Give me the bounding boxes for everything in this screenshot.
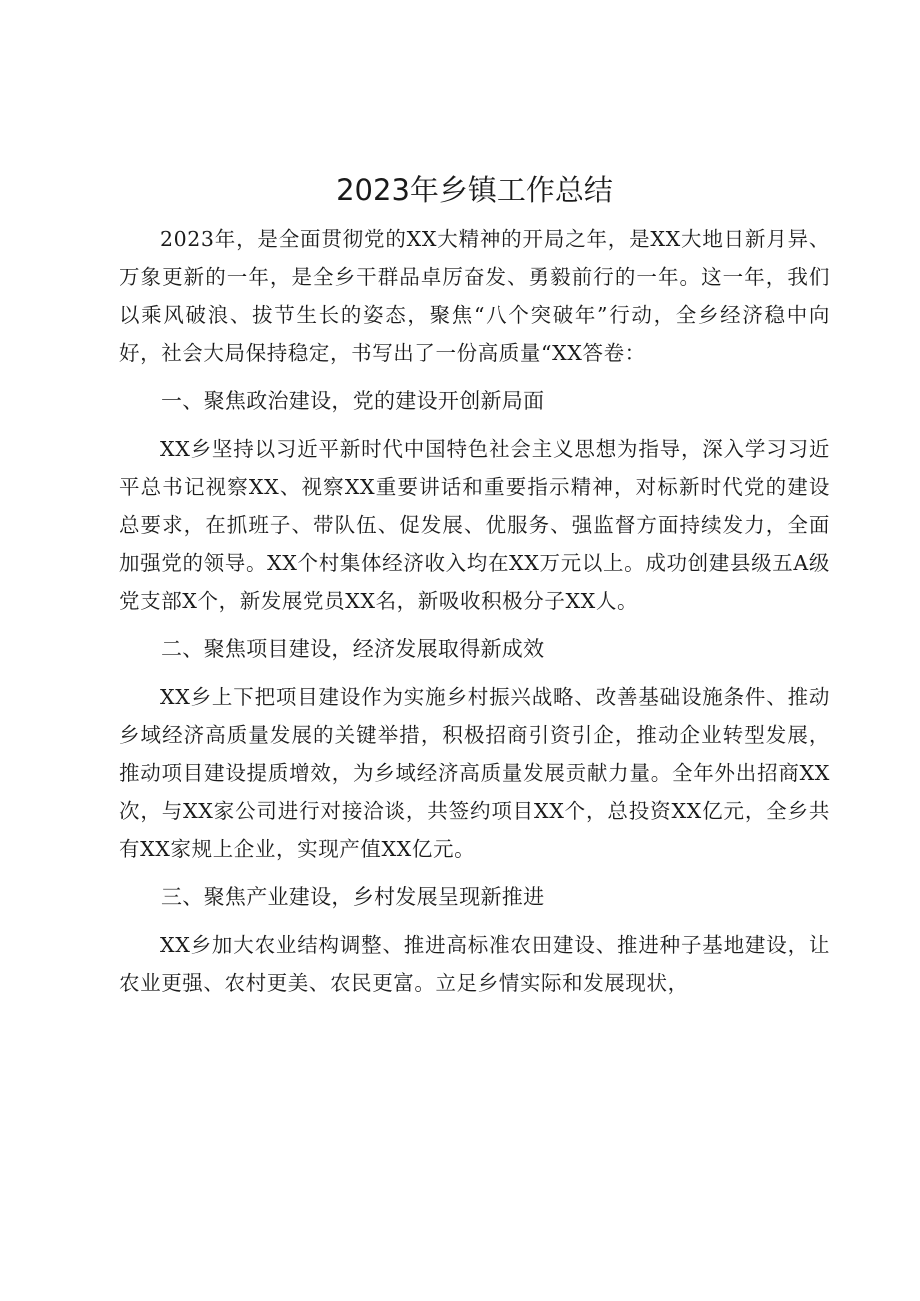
intro-paragraph: 2023年，是全面贯彻党的XX大精神的开局之年，是XX大地日新月异、万象更新的一年，是全乡干群品卓厉奋发、勇毅前行的一年。这一年，我们以乘风破浪、拔节生长的姿态，聚焦“八个突破年”行动，全乡经济稳中向好，社会大局保持稳定，书写出了一份高质量“XX答卷： xyxy=(119,227,830,365)
section-project xyxy=(119,630,830,868)
section-heading: 二、聚焦项目建设，经济发展取得新成效 xyxy=(161,637,545,661)
section-paragraph: XX乡上下把项目建设作为实施乡村振兴战略、改善基础设施条件、推动乡域经济高质量发展的关键举措，积极招商引资引企，推动企业转型发展，推动项目建设提质增效，为乡域经济高质量发展贡献力量。全年外出招商XX次，与XX家公司进行对接洽谈，共签约项目XX个，总投资XX亿元，全乡共有XX家规上企业，实现产值XX亿元。 xyxy=(119,685,830,861)
section-heading: 三、聚焦产业建设，乡村发展呈现新推进 xyxy=(161,885,545,909)
page-title: 2023年乡镇工作总结 xyxy=(336,173,613,207)
section-industry xyxy=(119,878,830,1002)
section-paragraph: XX乡加大农业结构调整、推进高标准农田建设、推进种子基地建设，让农业更强、农村更美、农民更富。立足乡情实际和发展现状， xyxy=(119,933,830,995)
section-paragraph: XX乡坚持以习近平新时代中国特色社会主义思想为指导，深入学习习近平总书记视察XX、视察XX重要讲话和重要指示精神，对标新时代党的建设总要求，在抓班子、带队伍、促发展、优服务、强监督方面持续发力，全面加强党的领导。XX个村集体经济收入均在XX万元以上。成功创建县级五A级党支部X个，新发展党员XX名，新吸收积极分子XX人。 xyxy=(119,437,830,613)
document-page xyxy=(119,168,830,1002)
section-political xyxy=(119,382,830,620)
section-heading: 一、聚焦政治建设，党的建设开创新局面 xyxy=(161,389,545,413)
